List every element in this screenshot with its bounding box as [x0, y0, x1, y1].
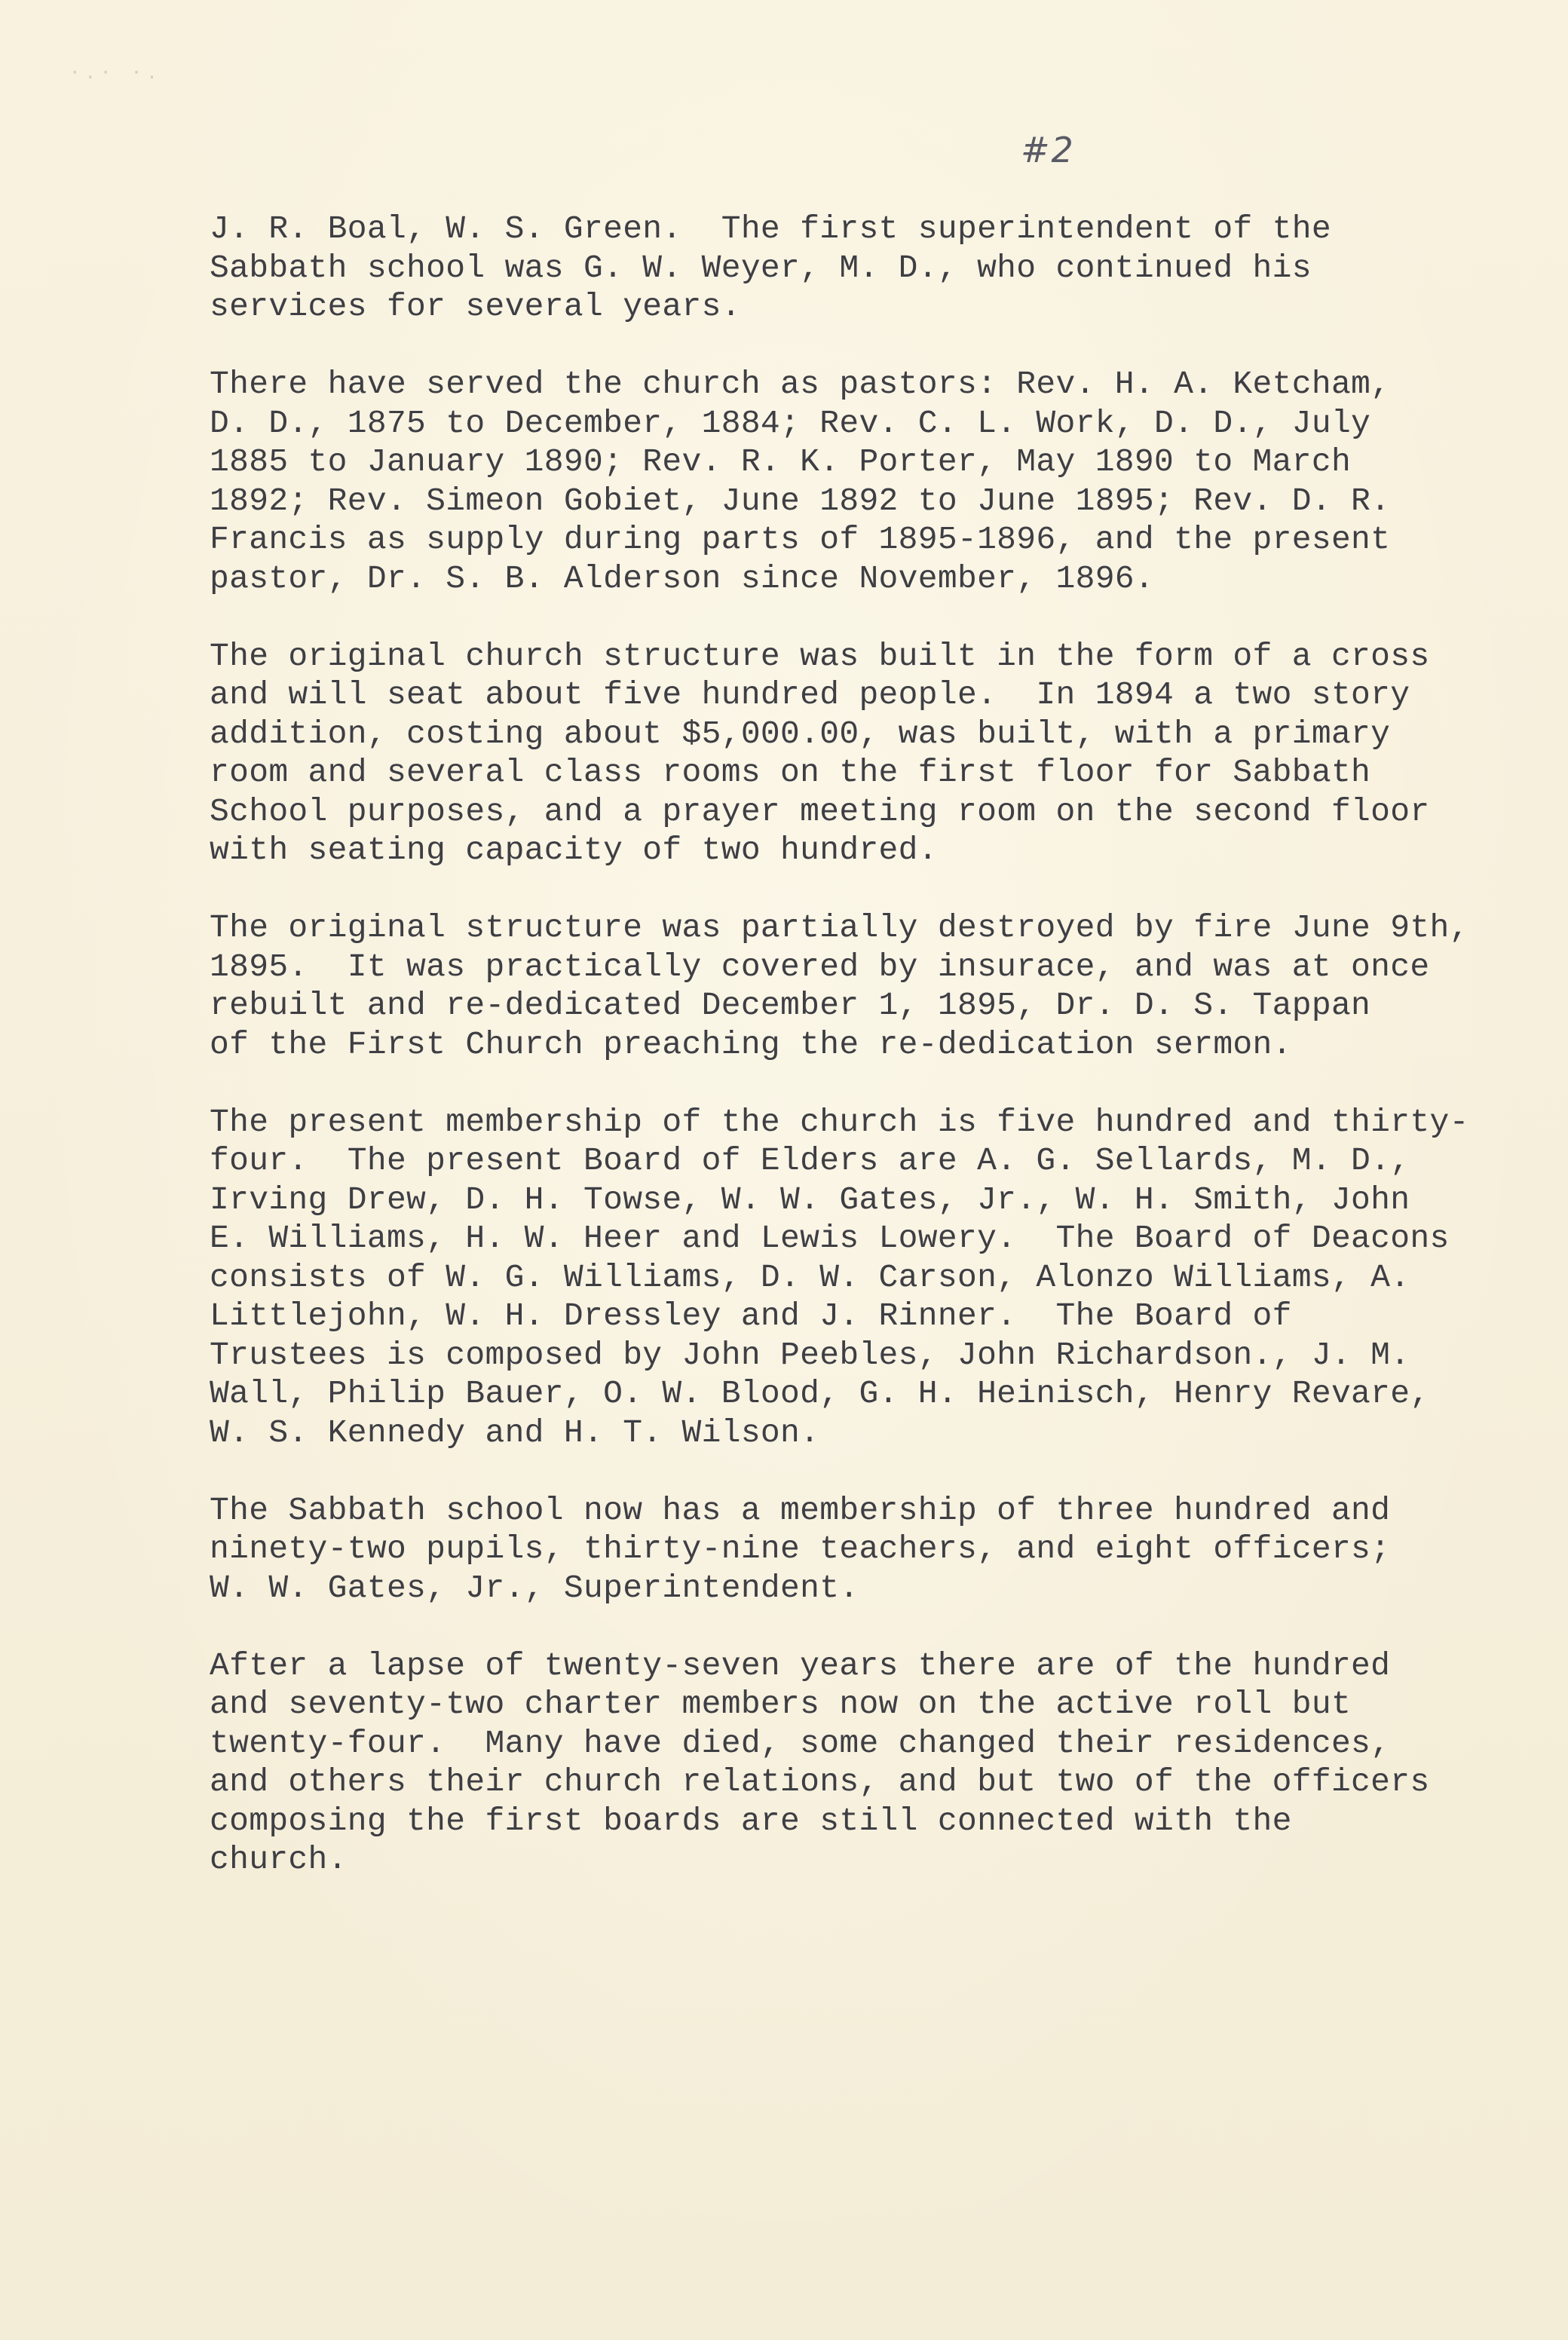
paragraph-sabbath-superintendent: J. R. Boal, W. S. Green. The first superintendent of the Sabbath school was G. W. Weyer, M. D., who continued his services for several years. — [210, 210, 1331, 325]
paragraph-membership-boards: The present membership of the church is five hundred and thirty- four. The present Board of Elders are A. G. Sellards, M. D., Irving Drew, D. H. Towse, W. W. Gates, Jr., W. H. Smith, John E. Williams, H. W. Heer and Lewis Lowery. The Board of Deacons consists of W. G. Williams, D. W. Carson, Alonzo Williams, A. Littlejohn, W. H. Dressley and J. Rinner. The Board of Trustees is composed by John Peebles, John Richardson., J. M. Wall, Philip Bauer, O. W. Blood, G. H. Heinisch, Henry Revare, W. S. Kennedy and H. T. Wilson. — [210, 1103, 1469, 1451]
paragraph-fire: The original structure was partially destroyed by fire June 9th, 1895. It was practically covered by insurace, and was at once rebuilt and re-dedicated December 1, 1895, Dr. D. S. Tappan of the First Church preaching the re-dedication sermon. — [210, 909, 1469, 1063]
paragraph-pastors: There have served the church as pastors: Rev. H. A. Ketcham, D. D., 1875 to December, 1884; Rev. C. L. Work, D. D., July 1885 to January 1890; Rev. R. K. Porter, May 1890 to March 1892; Rev. Simeon Gobiet, June 1892 to June 1895; Rev. D. R. Francis as supply during parts of 1895-1896, and the present pastor, Dr. S. B. Alderson since November, 1896. — [210, 366, 1391, 597]
paragraph-charter-members: After a lapse of twenty-seven years there are of the hundred and seventy-two charter members now on the active roll but twenty-four. Many have died, some changed their residences, and others their church relations, and but two of the officers composing the first boards are still connected with the church. — [210, 1646, 1430, 1878]
ink-smudge: ·.· ·. — [69, 62, 162, 83]
page-number: #2 — [1021, 130, 1075, 170]
document-body — [210, 210, 1469, 1918]
paragraph-sabbath-school: The Sabbath school now has a membership of three hundred and ninety-two pupils, thirty-nine teachers, and eight officers; W. W. Gates, Jr., Superintendent. — [210, 1491, 1391, 1606]
paragraph-church-structure: The original church structure was built in the form of a cross and will seat about five hundred people. In 1894 a two story addition, costing about $5,000.00, was built, with a primary room and several class rooms on the first floor for Sabbath School purposes, and a prayer meeting room on the second floor with seating capacity of two hundred. — [210, 637, 1430, 868]
